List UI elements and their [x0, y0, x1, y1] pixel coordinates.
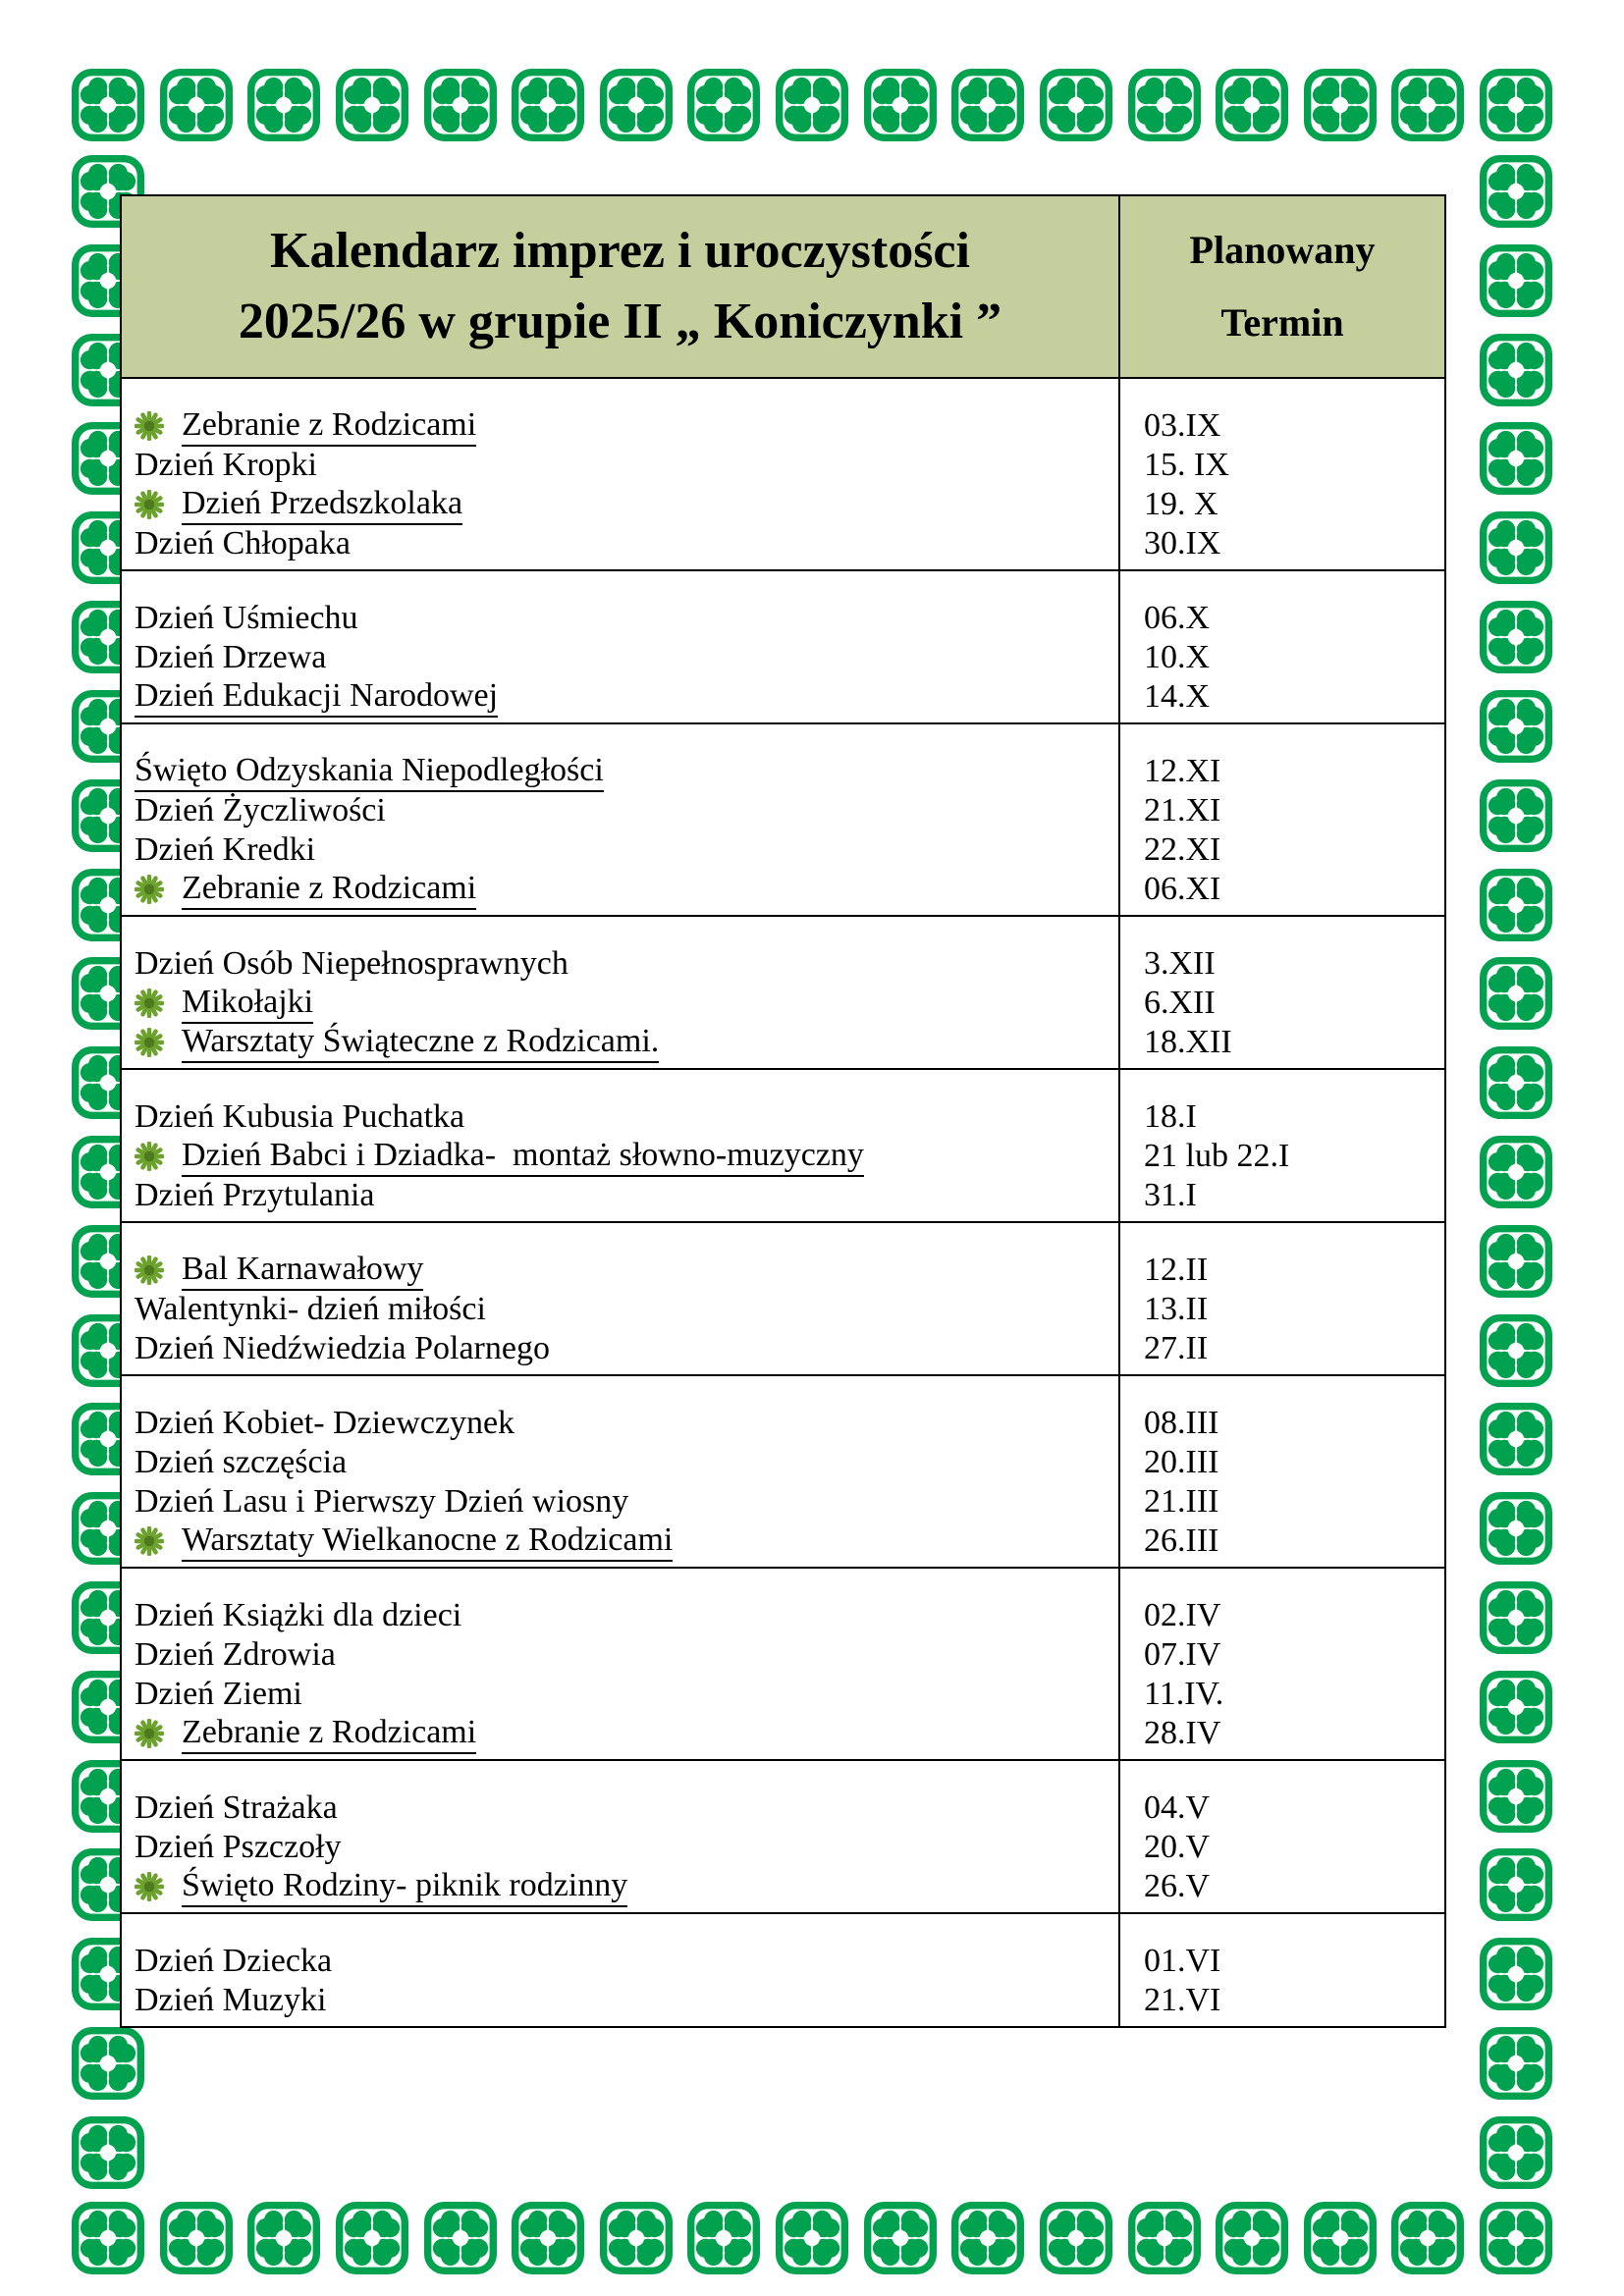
event-name: Święto Rodziny- piknik rodzinny	[182, 1867, 627, 1907]
event-date: 04.V	[1144, 1789, 1211, 1826]
event-group-row	[122, 724, 1444, 917]
event-name: Dzień Kubusia Puchatka	[135, 1098, 465, 1135]
event-date: 07.IV	[1144, 1636, 1221, 1673]
clover-icon	[160, 69, 233, 141]
clover-bullet-icon	[135, 411, 164, 441]
clover-icon	[1480, 2027, 1552, 2100]
event-line	[135, 446, 1109, 485]
event-line	[135, 830, 1109, 870]
event-date: 10.X	[1144, 639, 1211, 675]
clover-icon	[1480, 422, 1552, 495]
page-title	[122, 196, 1120, 377]
event-name: Dzień Edukacji Narodowej	[135, 677, 498, 718]
event-line	[135, 1789, 1109, 1828]
clover-icon	[1480, 1760, 1552, 1833]
clover-icon	[512, 69, 584, 141]
clover-icon	[1480, 690, 1552, 763]
event-name: Dzień Uśmiechu	[135, 600, 358, 636]
event-name: Dzień Życzliwości	[135, 792, 386, 828]
clover-bullet-icon	[135, 875, 164, 904]
clover-icon	[951, 69, 1024, 141]
event-date: 21.III	[1144, 1483, 1219, 1520]
event-date: 27.II	[1144, 1330, 1209, 1366]
event-date: 12.II	[1144, 1252, 1209, 1288]
event-line	[135, 1635, 1109, 1675]
clover-icon	[72, 2027, 144, 2100]
clover-icon	[247, 69, 320, 141]
clover-icon	[1040, 69, 1112, 141]
event-group-row	[122, 1223, 1444, 1376]
dates-cell	[1120, 1914, 1444, 2026]
event-line	[135, 524, 1109, 563]
event-line	[135, 1329, 1109, 1368]
event-date: 26.V	[1144, 1868, 1211, 1904]
clover-icon	[1480, 1671, 1552, 1743]
title-line-1: Kalendarz imprez i uroczystości	[270, 223, 970, 279]
clover-icon	[1480, 1403, 1552, 1475]
event-line	[135, 1596, 1109, 1635]
clover-bullet-icon	[135, 1028, 164, 1057]
event-name: Dzień szczęścia	[135, 1444, 348, 1480]
event-line	[135, 1867, 1109, 1906]
event-name: Warsztaty Wielkanocne z Rodzicami	[182, 1522, 673, 1562]
clover-icon	[1304, 2202, 1377, 2274]
event-date: 15. IX	[1144, 447, 1229, 483]
events-cell	[122, 1376, 1120, 1567]
clover-icon	[776, 2202, 848, 2274]
event-group-row	[122, 1070, 1444, 1223]
events-cell	[122, 1223, 1120, 1374]
clover-icon	[1480, 334, 1552, 406]
table-body	[122, 379, 1444, 2026]
event-line	[135, 1828, 1109, 1867]
dates-cell	[1120, 1376, 1444, 1567]
table-header-row	[122, 196, 1444, 379]
planned-label: Planowany	[1189, 228, 1376, 272]
event-name: Warsztaty Świąteczne z Rodzicami.	[182, 1023, 659, 1063]
clover-icon	[1480, 69, 1552, 141]
event-date: 12.XI	[1144, 753, 1221, 789]
event-name: Zebranie z Rodzicami	[182, 1714, 476, 1754]
clover-icon	[1480, 1848, 1552, 1921]
clover-icon	[1128, 69, 1201, 141]
event-date: 01.VI	[1144, 1943, 1221, 1979]
events-cell	[122, 379, 1120, 569]
event-date: 06.XI	[1144, 871, 1221, 907]
event-date: 26.III	[1144, 1522, 1219, 1559]
event-line	[135, 406, 1109, 446]
event-name: Dzień Przytulania	[135, 1177, 375, 1213]
event-date: 6.XII	[1144, 985, 1216, 1021]
event-name: Dzień Dziecka	[135, 1943, 333, 1979]
dates-cell	[1120, 379, 1444, 569]
clover-bullet-icon	[135, 1526, 164, 1556]
event-line	[135, 638, 1109, 677]
dates-cell	[1120, 724, 1444, 915]
event-line	[135, 1097, 1109, 1137]
event-name: Dzień Kropki	[135, 447, 318, 483]
event-name: Dzień Strażaka	[135, 1789, 338, 1826]
clover-icon	[72, 69, 144, 141]
clover-bullet-icon	[135, 1142, 164, 1171]
event-date: 3.XII	[1144, 945, 1216, 982]
events-cell	[122, 724, 1120, 915]
event-date: 30.IX	[1144, 525, 1221, 561]
event-name: Zebranie z Rodzicami	[182, 870, 476, 910]
clover-icon	[776, 69, 848, 141]
clover-icon	[687, 2202, 760, 2274]
dates-cell	[1120, 1223, 1444, 1374]
event-date: 20.V	[1144, 1829, 1211, 1865]
event-line	[135, 485, 1109, 524]
event-line	[135, 870, 1109, 909]
event-name: Dzień Osób Niepełnosprawnych	[135, 945, 568, 982]
event-name: Bal Karnawałowy	[182, 1251, 423, 1291]
event-line	[135, 1290, 1109, 1329]
event-group-row	[122, 571, 1444, 724]
event-line	[135, 944, 1109, 984]
clover-icon	[1480, 511, 1552, 584]
event-line	[135, 1176, 1109, 1215]
event-group-row	[122, 917, 1444, 1070]
event-date: 19. X	[1144, 486, 1218, 522]
clover-icon	[1128, 2202, 1201, 2274]
planned-date-header	[1120, 196, 1444, 377]
termin-label: Termin	[1220, 300, 1344, 345]
event-group-row	[122, 1914, 1444, 2026]
clover-icon	[1480, 2202, 1552, 2274]
clover-icon	[512, 2202, 584, 2274]
event-line	[135, 599, 1109, 638]
event-date: 22.XI	[1144, 831, 1221, 868]
event-date: 21.XI	[1144, 792, 1221, 828]
event-line	[135, 1482, 1109, 1522]
clover-icon	[600, 2202, 673, 2274]
event-date: 02.IV	[1144, 1597, 1221, 1633]
title-line-2: 2025/26 w grupie II „ Koniczynki ”	[238, 294, 1002, 349]
event-line	[135, 1404, 1109, 1443]
event-line	[135, 1942, 1109, 1981]
event-name: Dzień Kredki	[135, 831, 316, 868]
events-cell	[122, 1569, 1120, 1759]
events-cell	[122, 1914, 1120, 2026]
clover-icon	[1480, 155, 1552, 228]
clover-icon	[424, 69, 497, 141]
events-table	[120, 194, 1446, 2028]
event-name: Dzień Niedźwiedzia Polarnego	[135, 1330, 550, 1366]
clover-icon	[1304, 69, 1377, 141]
clover-bullet-icon	[135, 988, 164, 1018]
dates-cell	[1120, 1761, 1444, 1912]
clover-icon	[1480, 779, 1552, 852]
event-date: 28.IV	[1144, 1715, 1221, 1751]
event-date: 08.III	[1144, 1405, 1219, 1441]
event-date: 13.II	[1144, 1291, 1209, 1327]
event-line	[135, 677, 1109, 717]
clover-icon	[1391, 2202, 1464, 2274]
clover-icon	[247, 2202, 320, 2274]
events-cell	[122, 1070, 1120, 1221]
clover-icon	[951, 2202, 1024, 2274]
event-group-row	[122, 1376, 1444, 1569]
dates-cell	[1120, 1070, 1444, 1221]
clover-icon	[1480, 1136, 1552, 1208]
event-line	[135, 1251, 1109, 1290]
clover-icon	[160, 2202, 233, 2274]
event-date: 21.VI	[1144, 1982, 1221, 2018]
event-date: 18.I	[1144, 1098, 1197, 1135]
clover-icon	[72, 2202, 144, 2274]
event-line	[135, 1443, 1109, 1482]
event-group-row	[122, 1761, 1444, 1914]
clover-icon	[1040, 2202, 1112, 2274]
event-date: 18.XII	[1144, 1024, 1232, 1060]
event-name: Dzień Ziemi	[135, 1676, 302, 1712]
event-name: Dzień Pszczoły	[135, 1829, 342, 1865]
clover-icon	[1216, 2202, 1288, 2274]
event-name: Święto Odzyskania Niepodległości	[135, 752, 604, 792]
dates-cell	[1120, 571, 1444, 722]
event-date: 14.X	[1144, 678, 1211, 715]
event-line	[135, 984, 1109, 1023]
clover-border-right	[1480, 155, 1552, 2189]
event-line	[135, 1137, 1109, 1176]
event-name: Walentynki- dzień miłości	[135, 1291, 486, 1327]
event-line	[135, 791, 1109, 830]
clover-icon	[1480, 1225, 1552, 1298]
event-name: Dzień Drzewa	[135, 639, 327, 675]
clover-bullet-icon	[135, 1719, 164, 1748]
clover-icon	[1480, 869, 1552, 941]
event-name: Dzień Muzyki	[135, 1982, 327, 2018]
events-cell	[122, 571, 1120, 722]
event-name: Dzień Babci i Dziadka- montaż słowno-muzyczny	[182, 1137, 864, 1177]
clover-icon	[864, 69, 937, 141]
event-line	[135, 752, 1109, 791]
events-cell	[122, 917, 1120, 1068]
clover-icon	[687, 69, 760, 141]
dates-cell	[1120, 917, 1444, 1068]
event-group-row	[122, 1569, 1444, 1761]
clover-icon	[1480, 244, 1552, 317]
clover-icon	[864, 2202, 937, 2274]
clover-icon	[1480, 1314, 1552, 1387]
event-line	[135, 1522, 1109, 1561]
event-group-row	[122, 379, 1444, 571]
clover-icon	[1480, 957, 1552, 1030]
event-date: 06.X	[1144, 600, 1211, 636]
event-name: Dzień Książki dla dzieci	[135, 1597, 462, 1633]
clover-icon	[424, 2202, 497, 2274]
event-name: Dzień Chłopaka	[135, 525, 351, 561]
clover-border-bottom	[72, 2202, 1552, 2274]
event-date: 11.IV.	[1144, 1676, 1224, 1712]
clover-border-top	[72, 69, 1552, 141]
events-cell	[122, 1761, 1120, 1912]
event-line	[135, 1023, 1109, 1062]
event-date: 20.III	[1144, 1444, 1219, 1480]
clover-icon	[1480, 1581, 1552, 1654]
event-date: 21 lub 22.I	[1144, 1138, 1290, 1174]
clover-icon	[1216, 69, 1288, 141]
event-date: 03.IX	[1144, 407, 1221, 444]
event-name: Mikołajki	[182, 984, 313, 1024]
event-date: 31.I	[1144, 1177, 1197, 1213]
clover-icon	[1480, 1046, 1552, 1119]
clover-icon	[1480, 1492, 1552, 1565]
clover-icon	[1391, 69, 1464, 141]
event-line	[135, 1675, 1109, 1714]
clover-icon	[336, 2202, 408, 2274]
clover-bullet-icon	[135, 490, 164, 519]
clover-bullet-icon	[135, 1255, 164, 1285]
event-name: Zebranie z Rodzicami	[182, 406, 476, 447]
event-name: Dzień Lasu i Pierwszy Dzień wiosny	[135, 1483, 629, 1520]
dates-cell	[1120, 1569, 1444, 1759]
clover-icon	[1480, 601, 1552, 673]
event-line	[135, 1714, 1109, 1753]
clover-icon	[72, 2116, 144, 2189]
clover-icon	[336, 69, 408, 141]
event-name: Dzień Zdrowia	[135, 1636, 336, 1673]
event-name: Dzień Kobiet- Dziewczynek	[135, 1405, 515, 1441]
clover-icon	[1480, 2116, 1552, 2189]
event-line	[135, 1981, 1109, 2020]
clover-bullet-icon	[135, 1872, 164, 1901]
clover-icon	[1480, 1938, 1552, 2010]
clover-icon	[600, 69, 673, 141]
event-name: Dzień Przedszkolaka	[182, 485, 462, 525]
